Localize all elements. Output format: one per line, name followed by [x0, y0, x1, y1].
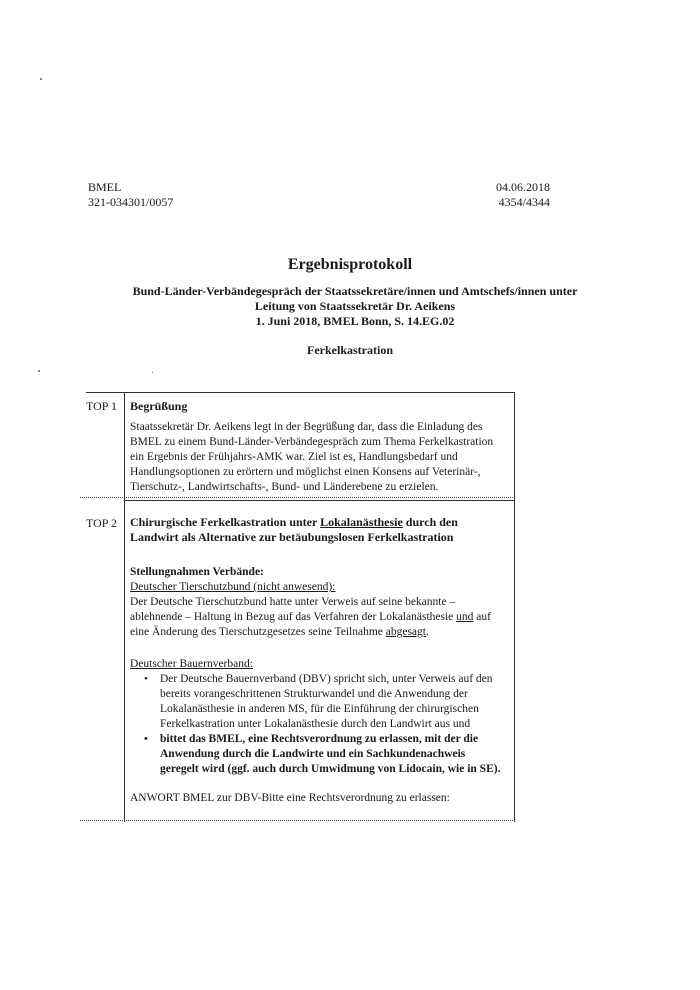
table-column-divider [124, 392, 125, 822]
header-org: BMEL [88, 180, 122, 194]
top2-label: TOP 2 [86, 516, 118, 530]
tierschutzbund-heading: Deutscher Tierschutzbund (nicht anwesend): [130, 581, 336, 593]
bullet-text: bittet das BMEL, eine Rechtsverordnung zu erlassen, mit der die Anwendung durch die Landwirte und ein Sachkundenachweis geregelt wird (ggf. auch durch Umwidmung von Lidocain, wie in SE). [160, 733, 501, 775]
top1-cell [130, 399, 502, 495]
bauernverband-heading: Deutscher Bauernverband: [130, 658, 253, 670]
top2-heading-underlined: Lokalanästhesie [320, 515, 403, 529]
header-right [440, 180, 550, 210]
top1-heading: Begrüßung [130, 399, 188, 413]
table-row-divider [80, 497, 515, 498]
tierschutzbund-text-underlined: und [456, 611, 474, 623]
header-left [88, 180, 173, 210]
tierschutzbund-text-underlined: abgesagt [385, 626, 426, 638]
header-phone: 4354/4344 [498, 195, 550, 209]
tierschutzbund-text-part: auf eine Änderung des Tierschutzgesetzes seine Teilnahme [130, 611, 491, 638]
subtitle-line: 1. Juni 2018, BMEL Bonn, S. 14.EG.02 [255, 314, 455, 328]
top1-text: Staatssekretär Dr. Aeikens legt in der Begrüßung dar, dass die Einladung des BMEL zu einem Bund-Länder-Verbändegespräch zum Thema Ferkelkastration ein Ergebnis der Frühjahrs-AMK war. Ziel ist es, Handlungsbedarf und Handlungsoptionen zu erörtern und möglichst einen Konsens auf Veterinär-, Tierschutz-, Landwirtschafts-, Bund- und Länderebene zu erzielen. [130, 421, 494, 493]
scan-speck [152, 372, 153, 373]
bullet-text: Der Deutsche Bauernverband (DBV) spricht sich, unter Verweis auf den bereits vorangeschrittenen Strukturwandel und die Anwendung der Lokalanästhesie in anderen MS, für die Einführung der chirurgischen Ferkelkastration unter Lokalanästhesie durch den Landwirt aus und [160, 673, 493, 730]
tierschutzbund-text [130, 595, 502, 640]
header-date: 04.06.2018 [496, 180, 550, 194]
bullet-icon: • [144, 673, 148, 685]
bullet-icon: • [144, 733, 148, 745]
topic-heading: Ferkelkastration [307, 343, 393, 357]
subtitle [95, 284, 615, 329]
statements-heading: Stellungnahmen Verbände: [130, 566, 264, 578]
bmel-answer: ANWORT BMEL zur DBV-Bitte eine Rechtsverordnung zu erlassen: [130, 792, 450, 804]
top2-heading-text: Chirurgische Ferkelkastration unter [130, 515, 321, 529]
top1-label: TOP 1 [86, 399, 118, 413]
subtitle-line: Bund-Länder-Verbändegespräch der Staatssekretäre/innen und Amtschefs/innen unter [132, 284, 578, 298]
table-row-divider [124, 500, 514, 501]
table-top-border [86, 392, 514, 393]
tierschutzbund-text-part: . [425, 626, 429, 638]
page-title: Ergebnisprotokoll [287, 256, 413, 273]
subtitle-line: Leitung von Staatssekretär Dr. Aeikens [254, 299, 456, 313]
scan-speck [40, 78, 42, 80]
top2-heading-text: durch den Landwirt als Alternative zur betäubungslosen Ferkelkastration [130, 515, 458, 544]
top2-heading [130, 515, 502, 545]
table-right-border [514, 392, 515, 822]
top2-cell [130, 515, 502, 806]
header-ref: 321-034301/0057 [88, 195, 174, 209]
bauernverband-list [130, 672, 502, 777]
scan-speck [38, 370, 40, 372]
table-bottom-border [80, 820, 515, 821]
list-item [140, 672, 502, 732]
list-item [140, 732, 502, 777]
tierschutzbund-text-part: Der Deutsche Tierschutzbund hatte unter Verweis auf seine bekannte – ablehnende – Haltung in Bezug auf das Verfahren der Lokalanästhesie [130, 596, 457, 623]
